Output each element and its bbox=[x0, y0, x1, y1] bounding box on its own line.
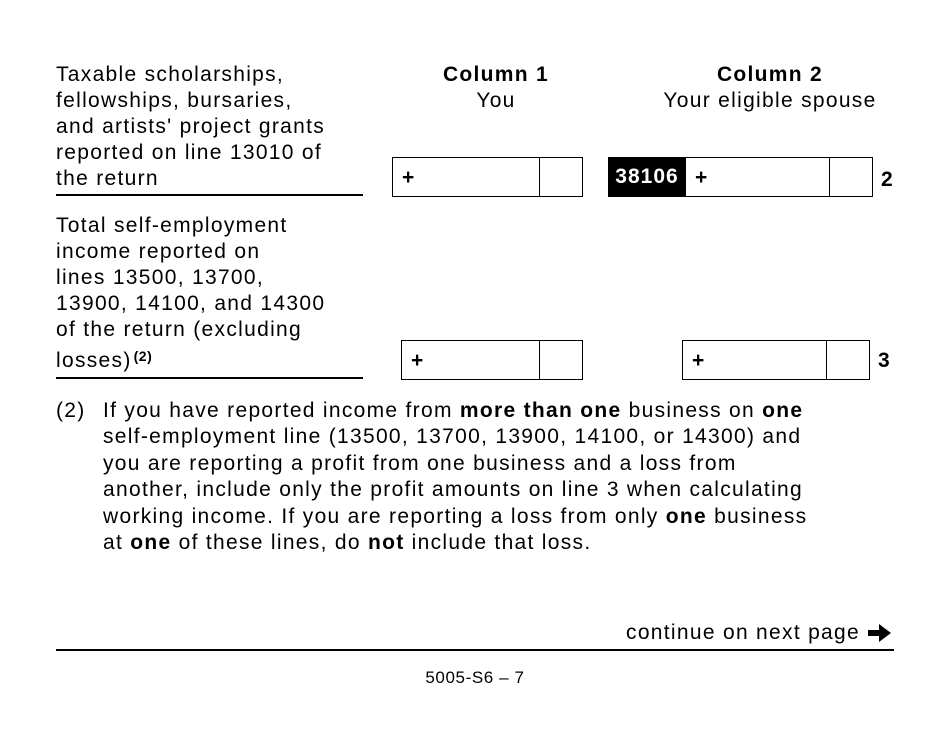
column-2-heading bbox=[640, 62, 900, 114]
line-2-column-1-dollars[interactable] bbox=[393, 158, 540, 196]
line-3-column-1-field[interactable] bbox=[401, 340, 583, 380]
footnote-marker: (2) bbox=[56, 399, 86, 422]
line-2-column-2-dollars[interactable] bbox=[686, 158, 830, 196]
column-1-title: Column 1 bbox=[442, 63, 550, 86]
line-2-underline bbox=[56, 194, 363, 196]
footnote-reference: (2) bbox=[133, 348, 153, 364]
column-1-subtitle: You bbox=[476, 89, 516, 112]
line-2-column-2-field[interactable] bbox=[685, 157, 873, 197]
line-3-column-2-field[interactable] bbox=[682, 340, 870, 380]
plus-sign: + bbox=[695, 166, 708, 189]
column-2-title: Column 2 bbox=[716, 63, 824, 86]
plus-sign: + bbox=[692, 349, 705, 372]
line-3-column-2-dollars[interactable] bbox=[683, 341, 827, 379]
field-code-38106: 38106 bbox=[608, 157, 686, 197]
line-number-2: 2 bbox=[881, 168, 893, 191]
continue-on-next-page: continue on next page bbox=[626, 620, 892, 646]
column-2-subtitle: Your eligible spouse bbox=[663, 89, 877, 112]
right-arrow-icon bbox=[866, 622, 892, 644]
plus-sign: + bbox=[411, 349, 424, 372]
column-1-heading bbox=[396, 62, 596, 114]
page-identifier: 5005-S6 – 7 bbox=[425, 668, 525, 687]
line-2-column-1-field[interactable] bbox=[392, 157, 583, 197]
footnote-text: If you have reported income from more than one business on one self-employment line (13500, 13700, 13900, 14100, or 14300) and you are reporting a profit from one business and a loss from another, include only the profit amounts on line 3 when calculating working income. If you are reporting a loss from only one business at one of these lines, do not include that loss. bbox=[103, 399, 808, 555]
line-3-label: Total self-employment income reported on lines 13500, 13700, 13900, 14100, and 14300 of the return (excluding losses) $^{(2)}$ bbox=[56, 214, 326, 372]
footer-rule bbox=[56, 649, 894, 651]
line-3-underline bbox=[56, 377, 363, 379]
line-2-label: Taxable scholarships, fellowships, bursaries, and artists' project grants reported on line 13010 of the return bbox=[56, 63, 326, 190]
line-number-3: 3 bbox=[878, 349, 890, 372]
plus-sign: + bbox=[402, 166, 415, 189]
